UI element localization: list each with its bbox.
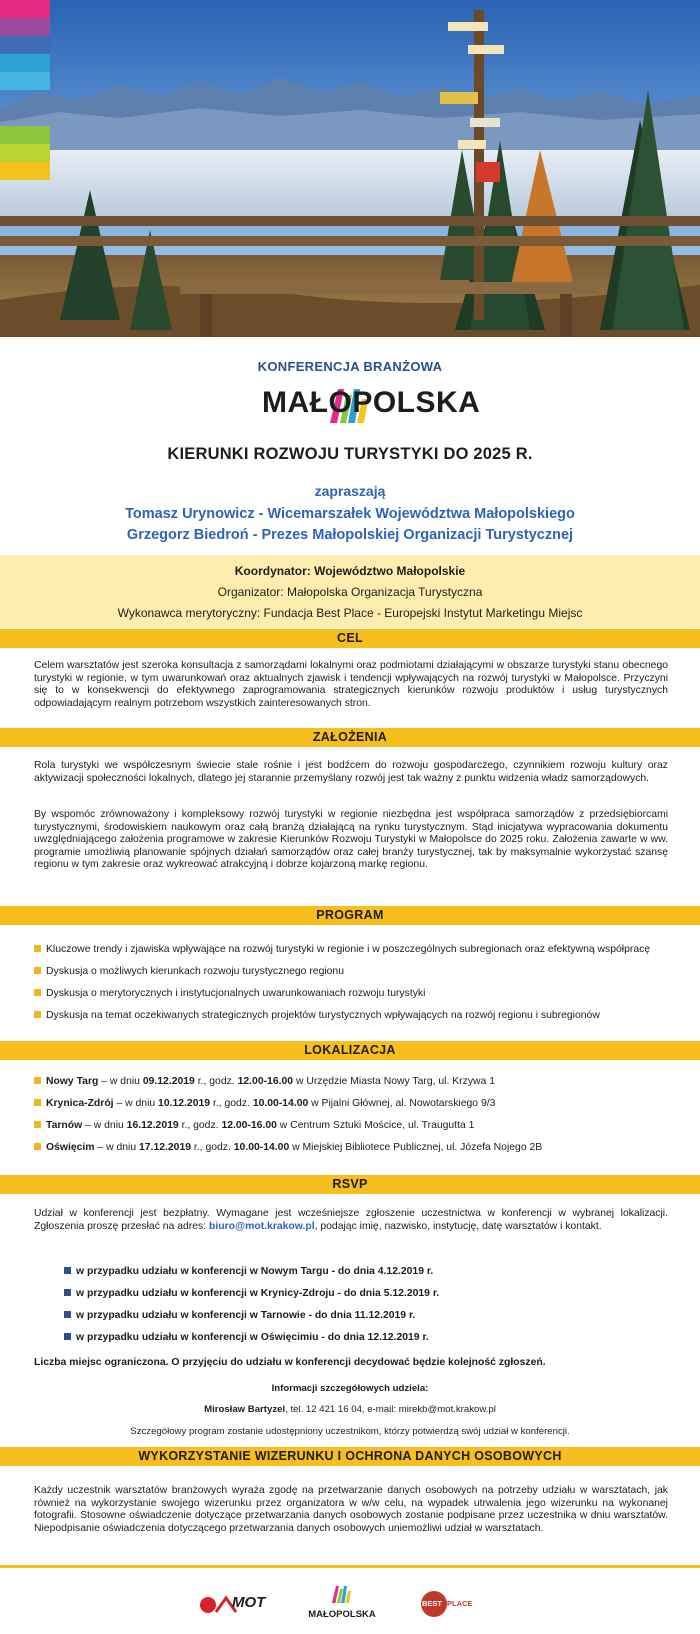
list-item: w przypadku udziału w konferencji w Oświęcimiu - do dnia 12.12.2019 r. [64,1332,429,1343]
malopolska-logo [214,383,486,427]
rsvp-limit: Liczba miejsc ograniczona. O przyjęciu do udziału w konferencji decydować będzie kolejność zgłoszeń. [34,1357,546,1368]
bullet-icon [34,945,41,952]
list-item: Dyskusja na temat oczekiwanych strategicznych projektów turystycznych wpływających na rozwój regionu i subregionów [34,1010,674,1021]
bullet-icon [34,1011,41,1018]
hero-photo [0,0,700,337]
zalozenia-text-1: Rola turystyki we współczesnym świecie stale rośnie i jest bodźcem do rozwoju gospodarczego, czynnikiem rozwoju kultury oraz aktywizacji społeczności lokalnych, dlatego jej starannie przemyślany rozwój jest tak ważny z punktu widzenia władz samorządowych. [34,760,668,784]
bullet-icon [34,989,41,996]
section-zalozenia-heading: ZAŁOŻENIA [0,728,700,747]
best-place-logo: BEST PLACE [420,1590,510,1620]
bullet-icon [34,1077,41,1084]
list-item: w przypadku udziału w konferencji w Nowym Targu - do dnia 4.12.2019 r. [64,1266,433,1277]
coordinator-line: Koordynator: Województwo Małopolskie [234,564,466,578]
organizer-line: Organizator: Małopolska Organizacja Turystyczna [217,585,483,599]
info-heading: Informacji szczegółowych udziela: [271,1383,429,1394]
cel-text: Celem warsztatów jest szeroka konsultacja z samorządami lokalnymi oraz podmiotami działającymi w obszarze turystyki stanu obecnego turystyki w regionie, w tym uwarunkowań oraz aktualnych zjawisk i tendencji wpływających na rozwój turystyki w Małopolsce. Przyczyni się to w konsekwencji do efektywnego zaprogramowania strategicznych kierunków rozwoju produktów i usług turystycznych odpowiadającym realnym potrzebom wszystkich zainteresowanych stron. [34,660,668,709]
section-program-heading: PROGRAM [0,906,700,925]
list-item: w przypadku udziału w konferencji w Tarnowie - do dnia 11.12.2019 r. [64,1310,415,1321]
coordinator-block [0,555,700,628]
section-cel-heading: CEL [0,629,700,648]
section-lokalizacja-heading: LOKALIZACJA [0,1041,700,1060]
wizerunek-text: Każdy uczestnik warsztatów branżowych wyraża zgodę na przetwarzanie danych osobowych na potrzeby udziału w warsztatach, jak również na wykorzystanie swojego wizerunku przez organizatora w w/w celu, na wypadek utrwalenia jego wizerunku na wykonanej fotografii. Stosowne oświadczenie dotyczące przetwarzania danych osobowych zostanie podpisane przez uczestnika w dniu warsztatów. Niepodpisanie oświadczenia dotyczącego przetwarzania danych osobowych uniemożliwi udział w warsztatach. [34,1485,668,1534]
program-note: Szczegółowy program zostanie udostępniony uczestnikom, którzy potwierdzą swój udział w konferencji. [130,1426,570,1437]
host-2: Grzegorz Biedroń - Prezes Małopolskiej Organizacji Turystycznej [126,527,574,543]
bullet-icon [64,1311,71,1318]
list-item: w przypadku udziału w konferencji w Krynicy-Zdroju - do dnia 5.12.2019 r. [64,1288,439,1299]
bullet-icon [64,1289,71,1296]
section-rsvp-heading: RSVP [0,1175,700,1194]
invite-text: zapraszają [314,483,386,499]
host-1: Tomasz Urynowicz - Wicemarszałek Województwa Małopolskiego [125,506,575,522]
list-item: Nowy Targ – w dniu 09.12.2019 r., godz. 12.00-16.00 w Urzędzie Miasta Nowy Targ, ul. Krzywa 1 [34,1076,674,1087]
bullet-icon [34,967,41,974]
brand-name: MAŁOPOLSKA [262,386,481,419]
list-item: Kluczowe trendy i zjawiska wpływające na rozwój turystyki w regionie i w poszczególnych subregionach oraz efektywną współpracę [34,944,674,955]
rsvp-email-link[interactable]: biuro@mot.krakow.pl [209,1220,315,1232]
zalozenia-text-2: By wspomóc zrównoważony i kompleksowy rozwój turystyki w regionie niezbędna jest współpraca samorządów z przedsiębiorcami turystycznymi, środowiskiem naukowym oraz całą branżą działającą na rynku turystycznym. Stąd inicjatywa wypracowania dokumentu uwzględniającego założenia programowe w zakresie Kierunków Rozwoju Turystyki w Małopolsce do 2025 roku. Założenia zawarte w ww. programie umożliwią planowanie spójnych działań samorządów oraz całej branży turystycznej, tak by maksymalnie wykorzystać szansę regionu w tym zakresie oraz wykreować atrakcyjną i dobrze kojarzoną markę regionu. [34,809,668,871]
bullet-icon [34,1099,41,1106]
bullet-icon [64,1333,71,1340]
footer-logos [0,1568,700,1634]
bullet-icon [34,1121,41,1128]
bullet-icon [64,1267,71,1274]
bullet-icon [34,1143,41,1150]
contractor-line: Wykonawca merytoryczny: Fundacja Best Place - Europejski Instytut Marketingu Miejsc [117,606,583,620]
page-title: KIERUNKI ROZWOJU TURYSTYKI DO 2025 R. [167,445,533,463]
kicker: KONFERENCJA BRANŻOWA [257,359,443,374]
section-wizerunek-heading: WYKORZYSTANIE WIZERUNKU I OCHRONA DANYCH OSOBOWYCH [0,1447,700,1466]
mot-logo: MOT [196,1590,268,1620]
malopolska-mark-icon [331,1584,353,1604]
malopolska-footer-logo: MAŁOPOLSKA [302,1584,382,1624]
list-item: Oświęcim – w dniu 17.12.2019 r., godz. 10.00-14.00 w Miejskiej Bibliotece Publicznej, ul. Józefa Nojego 2B [34,1142,674,1153]
rsvp-text: Udział w konferencji jest bezpłatny. Wymagane jest wcześniejsze zgłoszenie uczestnictwa w konferencji w wybranej lokalizacji. Zgłoszenia proszę przesłać na adres: biuro@mot.krakow.pl, podając imię, nazwisko, instytucję, datę warsztatów i kontakt. [34,1208,668,1232]
list-item: Tarnów – w dniu 16.12.2019 r., godz. 12.00-16.00 w Centrum Sztuki Mościce, ul. Traugutta 1 [34,1120,674,1131]
list-item: Dyskusja o możliwych kierunkach rozwoju turystycznego regionu [34,966,674,977]
contact-line: Mirosław Bartyzel, tel. 12 421 16 04, e-mail: mirekb@mot.krakow.pl [204,1404,496,1415]
list-item: Dyskusja o merytorycznych i instytucjonalnych uwarunkowaniach rozwoju turystyki [34,988,674,999]
list-item: Krynica-Zdrój – w dniu 10.12.2019 r., godz. 10.00-14.00 w Pijalni Głównej, al. Nowotarskiego 9/3 [34,1098,674,1109]
header [0,337,700,555]
